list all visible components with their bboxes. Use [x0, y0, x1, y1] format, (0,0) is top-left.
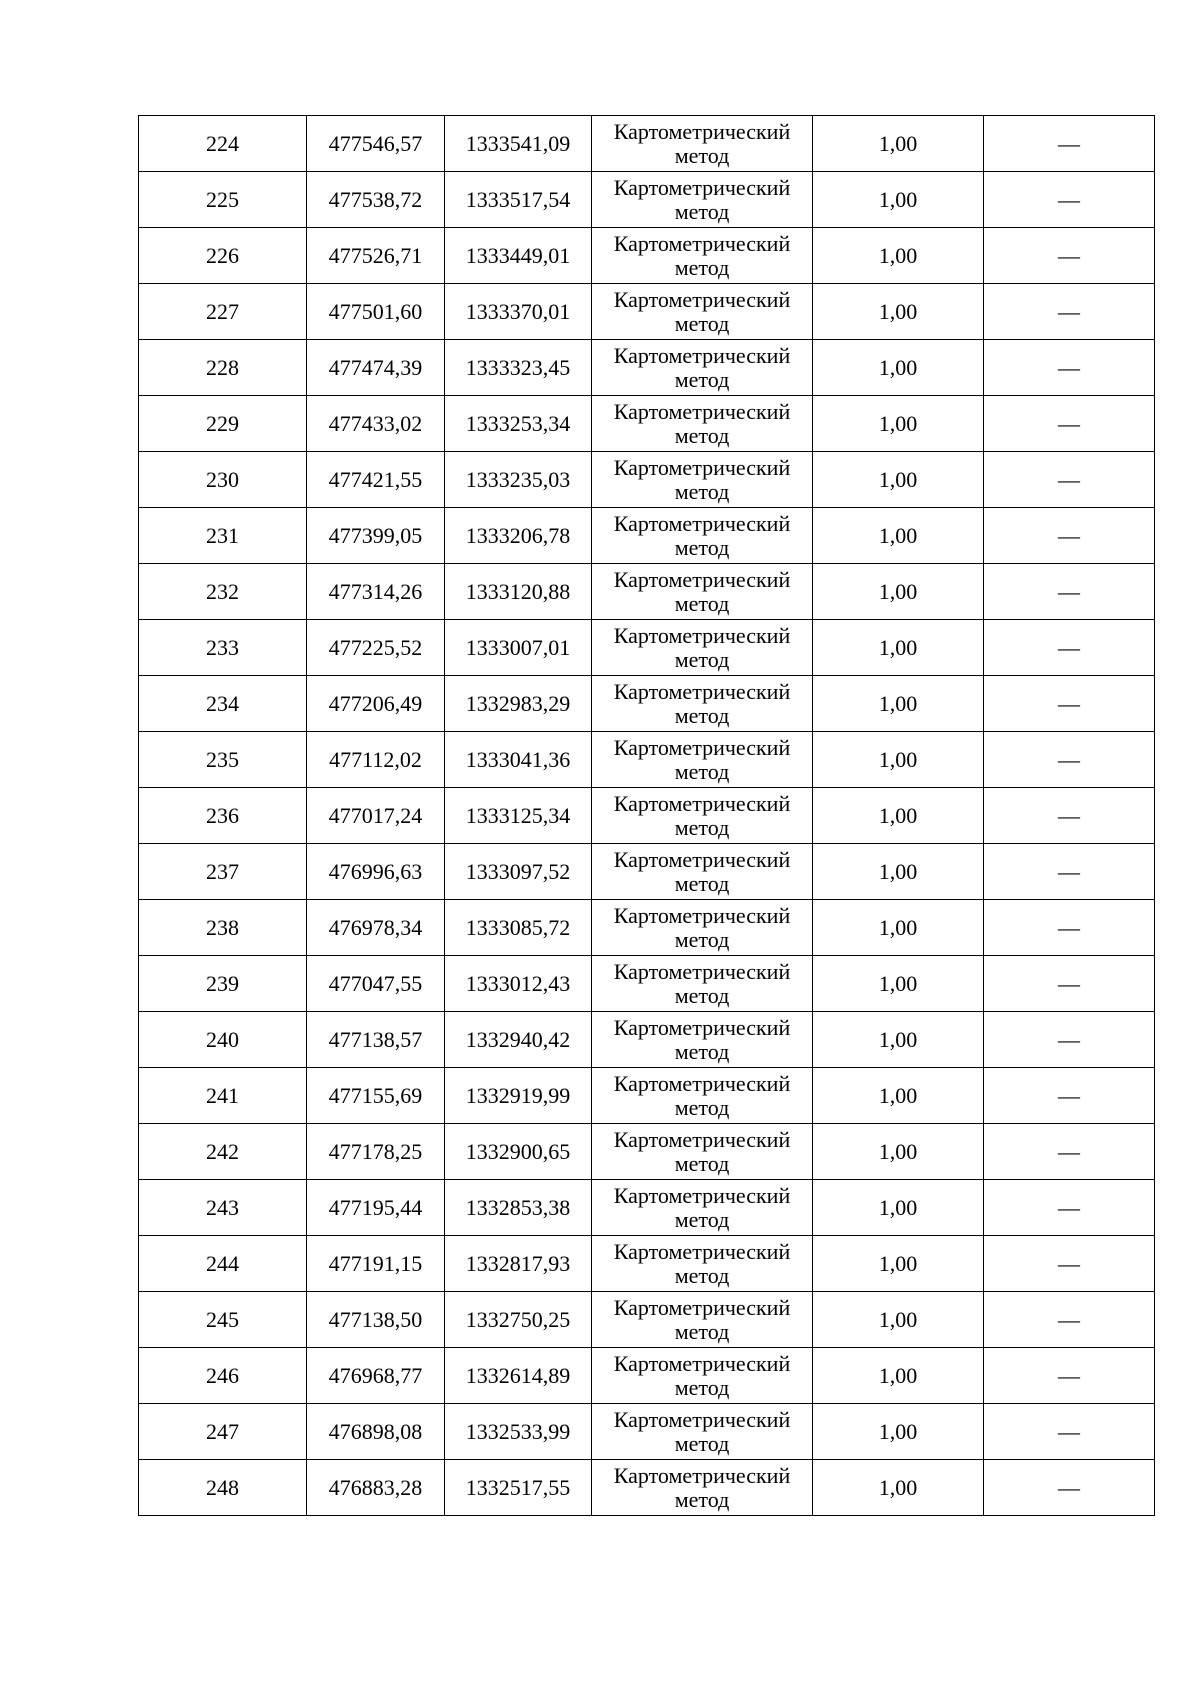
point-number-cell: 234: [139, 676, 307, 732]
table-row: [139, 564, 1155, 620]
table-row: [139, 172, 1155, 228]
precision-cell: 1,00: [813, 340, 984, 396]
description-cell: —: [984, 788, 1155, 844]
precision-cell: 1,00: [813, 1348, 984, 1404]
method-line-1: Картометрический: [613, 1183, 791, 1209]
precision-cell: 1,00: [813, 1236, 984, 1292]
table-row: [139, 900, 1155, 956]
method-line-2: метод: [674, 1374, 730, 1400]
table-row: [139, 788, 1155, 844]
description-cell: —: [984, 1404, 1155, 1460]
description-cell: —: [984, 1124, 1155, 1180]
point-number-cell: 238: [139, 900, 307, 956]
precision-cell: 1,00: [813, 396, 984, 452]
method-cell: [592, 1404, 813, 1460]
method-cell: [592, 564, 813, 620]
y-coordinate-cell: 1332900,65: [445, 1124, 592, 1180]
point-number-cell: 233: [139, 620, 307, 676]
y-coordinate-cell: 1333541,09: [445, 116, 592, 172]
x-coordinate-cell: 477138,50: [307, 1292, 445, 1348]
x-coordinate-cell: 477178,25: [307, 1124, 445, 1180]
y-coordinate-cell: 1333125,34: [445, 788, 592, 844]
method-line-1: Картометрический: [613, 1351, 791, 1377]
x-coordinate-cell: 477017,24: [307, 788, 445, 844]
y-coordinate-cell: 1332919,99: [445, 1068, 592, 1124]
method-line-1: Картометрический: [613, 1239, 791, 1265]
point-number-cell: 240: [139, 1012, 307, 1068]
table-row: [139, 1236, 1155, 1292]
precision-cell: 1,00: [813, 1180, 984, 1236]
table-row: [139, 1348, 1155, 1404]
x-coordinate-cell: 477474,39: [307, 340, 445, 396]
precision-cell: 1,00: [813, 564, 984, 620]
precision-cell: 1,00: [813, 732, 984, 788]
method-line-2: метод: [674, 1038, 730, 1064]
precision-cell: 1,00: [813, 1292, 984, 1348]
table-row: [139, 1292, 1155, 1348]
method-cell: [592, 340, 813, 396]
table-row: [139, 620, 1155, 676]
table-row: [139, 1124, 1155, 1180]
method-line-1: Картометрический: [613, 959, 791, 985]
method-line-2: метод: [674, 1486, 730, 1512]
description-cell: —: [984, 676, 1155, 732]
point-number-cell: 246: [139, 1348, 307, 1404]
table-row: [139, 1068, 1155, 1124]
method-cell: [592, 1292, 813, 1348]
method-cell: [592, 620, 813, 676]
table-row: [139, 844, 1155, 900]
point-number-cell: 232: [139, 564, 307, 620]
method-line-1: Картометрический: [613, 511, 791, 537]
description-cell: —: [984, 1460, 1155, 1516]
method-cell: [592, 788, 813, 844]
precision-cell: 1,00: [813, 844, 984, 900]
method-cell: [592, 172, 813, 228]
precision-cell: 1,00: [813, 1460, 984, 1516]
method-cell: [592, 1348, 813, 1404]
y-coordinate-cell: 1332517,55: [445, 1460, 592, 1516]
x-coordinate-cell: 477191,15: [307, 1236, 445, 1292]
method-line-2: метод: [674, 254, 730, 280]
point-number-cell: 237: [139, 844, 307, 900]
table-row: [139, 1012, 1155, 1068]
description-cell: —: [984, 116, 1155, 172]
method-line-2: метод: [674, 1262, 730, 1288]
method-cell: [592, 732, 813, 788]
method-cell: [592, 284, 813, 340]
x-coordinate-cell: 477538,72: [307, 172, 445, 228]
y-coordinate-cell: 1333120,88: [445, 564, 592, 620]
method-line-1: Картометрический: [613, 1407, 791, 1433]
table-row: [139, 732, 1155, 788]
table-row: [139, 340, 1155, 396]
precision-cell: 1,00: [813, 508, 984, 564]
x-coordinate-cell: 477526,71: [307, 228, 445, 284]
precision-cell: 1,00: [813, 900, 984, 956]
y-coordinate-cell: 1333085,72: [445, 900, 592, 956]
description-cell: —: [984, 508, 1155, 564]
description-cell: —: [984, 956, 1155, 1012]
precision-cell: 1,00: [813, 284, 984, 340]
precision-cell: 1,00: [813, 956, 984, 1012]
table-row: [139, 396, 1155, 452]
method-line-1: Картометрический: [613, 119, 791, 145]
method-cell: [592, 1124, 813, 1180]
table-row: [139, 1404, 1155, 1460]
y-coordinate-cell: 1332853,38: [445, 1180, 592, 1236]
method-line-2: метод: [674, 1150, 730, 1176]
y-coordinate-cell: 1333007,01: [445, 620, 592, 676]
method-line-2: метод: [674, 198, 730, 224]
method-line-2: метод: [674, 366, 730, 392]
description-cell: —: [984, 844, 1155, 900]
table-row: [139, 228, 1155, 284]
point-number-cell: 231: [139, 508, 307, 564]
method-line-1: Картометрический: [613, 1127, 791, 1153]
x-coordinate-cell: 476978,34: [307, 900, 445, 956]
description-cell: —: [984, 1068, 1155, 1124]
method-line-2: метод: [674, 422, 730, 448]
precision-cell: 1,00: [813, 228, 984, 284]
point-number-cell: 245: [139, 1292, 307, 1348]
x-coordinate-cell: 477047,55: [307, 956, 445, 1012]
y-coordinate-cell: 1333206,78: [445, 508, 592, 564]
x-coordinate-cell: 477225,52: [307, 620, 445, 676]
description-cell: —: [984, 452, 1155, 508]
x-coordinate-cell: 476898,08: [307, 1404, 445, 1460]
point-number-cell: 230: [139, 452, 307, 508]
precision-cell: 1,00: [813, 116, 984, 172]
point-number-cell: 228: [139, 340, 307, 396]
y-coordinate-cell: 1332614,89: [445, 1348, 592, 1404]
description-cell: —: [984, 620, 1155, 676]
method-cell: [592, 1460, 813, 1516]
x-coordinate-cell: 477155,69: [307, 1068, 445, 1124]
y-coordinate-cell: 1333449,01: [445, 228, 592, 284]
point-number-cell: 225: [139, 172, 307, 228]
method-line-1: Картометрический: [613, 903, 791, 929]
method-line-2: метод: [674, 1318, 730, 1344]
precision-cell: 1,00: [813, 1404, 984, 1460]
precision-cell: 1,00: [813, 452, 984, 508]
method-line-1: Картометрический: [613, 1015, 791, 1041]
method-line-1: Картометрический: [613, 1295, 791, 1321]
method-line-2: метод: [674, 590, 730, 616]
y-coordinate-cell: 1333041,36: [445, 732, 592, 788]
table-row: [139, 1180, 1155, 1236]
point-number-cell: 229: [139, 396, 307, 452]
point-number-cell: 236: [139, 788, 307, 844]
description-cell: —: [984, 228, 1155, 284]
method-line-2: метод: [674, 478, 730, 504]
description-cell: —: [984, 396, 1155, 452]
precision-cell: 1,00: [813, 172, 984, 228]
method-cell: [592, 844, 813, 900]
method-cell: [592, 1068, 813, 1124]
method-line-1: Картометрический: [613, 623, 791, 649]
method-line-2: метод: [674, 1094, 730, 1120]
method-line-1: Картометрический: [613, 847, 791, 873]
x-coordinate-cell: 476968,77: [307, 1348, 445, 1404]
method-cell: [592, 396, 813, 452]
method-cell: [592, 1012, 813, 1068]
y-coordinate-cell: 1332750,25: [445, 1292, 592, 1348]
description-cell: —: [984, 1292, 1155, 1348]
x-coordinate-cell: 477399,05: [307, 508, 445, 564]
description-cell: —: [984, 1012, 1155, 1068]
method-cell: [592, 900, 813, 956]
y-coordinate-cell: 1333370,01: [445, 284, 592, 340]
point-number-cell: 226: [139, 228, 307, 284]
description-cell: —: [984, 1236, 1155, 1292]
y-coordinate-cell: 1333323,45: [445, 340, 592, 396]
method-line-1: Картометрический: [613, 175, 791, 201]
description-cell: —: [984, 564, 1155, 620]
point-number-cell: 244: [139, 1236, 307, 1292]
precision-cell: 1,00: [813, 620, 984, 676]
method-line-1: Картометрический: [613, 399, 791, 425]
point-number-cell: 248: [139, 1460, 307, 1516]
table-row: [139, 1460, 1155, 1516]
description-cell: —: [984, 1180, 1155, 1236]
method-line-1: Картометрический: [613, 287, 791, 313]
x-coordinate-cell: 477433,02: [307, 396, 445, 452]
point-number-cell: 247: [139, 1404, 307, 1460]
method-line-2: метод: [674, 870, 730, 896]
table-row: [139, 452, 1155, 508]
method-line-2: метод: [674, 646, 730, 672]
point-number-cell: 235: [139, 732, 307, 788]
method-cell: [592, 676, 813, 732]
y-coordinate-cell: 1333253,34: [445, 396, 592, 452]
x-coordinate-cell: 477138,57: [307, 1012, 445, 1068]
x-coordinate-cell: 477546,57: [307, 116, 445, 172]
method-line-2: метод: [674, 926, 730, 952]
table-row: [139, 508, 1155, 564]
method-line-2: метод: [674, 1206, 730, 1232]
method-line-1: Картометрический: [613, 679, 791, 705]
precision-cell: 1,00: [813, 1068, 984, 1124]
y-coordinate-cell: 1332533,99: [445, 1404, 592, 1460]
y-coordinate-cell: 1333517,54: [445, 172, 592, 228]
description-cell: —: [984, 172, 1155, 228]
point-number-cell: 242: [139, 1124, 307, 1180]
precision-cell: 1,00: [813, 1124, 984, 1180]
description-cell: —: [984, 284, 1155, 340]
point-number-cell: 227: [139, 284, 307, 340]
method-line-1: Картометрический: [613, 1463, 791, 1489]
table-row: [139, 676, 1155, 732]
y-coordinate-cell: 1332983,29: [445, 676, 592, 732]
table-row: [139, 116, 1155, 172]
table-row: [139, 956, 1155, 1012]
y-coordinate-cell: 1332817,93: [445, 1236, 592, 1292]
y-coordinate-cell: 1333012,43: [445, 956, 592, 1012]
description-cell: —: [984, 340, 1155, 396]
x-coordinate-cell: 477112,02: [307, 732, 445, 788]
method-cell: [592, 956, 813, 1012]
precision-cell: 1,00: [813, 788, 984, 844]
description-cell: —: [984, 1348, 1155, 1404]
method-line-1: Картометрический: [613, 231, 791, 257]
method-cell: [592, 452, 813, 508]
x-coordinate-cell: 477314,26: [307, 564, 445, 620]
method-cell: [592, 1180, 813, 1236]
method-cell: [592, 228, 813, 284]
method-cell: [592, 1236, 813, 1292]
x-coordinate-cell: 477206,49: [307, 676, 445, 732]
table-row: [139, 284, 1155, 340]
point-number-cell: 243: [139, 1180, 307, 1236]
method-cell: [592, 508, 813, 564]
coordinates-table: [138, 115, 1155, 1516]
method-line-2: метод: [674, 142, 730, 168]
y-coordinate-cell: 1333235,03: [445, 452, 592, 508]
x-coordinate-cell: 476883,28: [307, 1460, 445, 1516]
method-line-2: метод: [674, 814, 730, 840]
method-cell: [592, 116, 813, 172]
x-coordinate-cell: 477501,60: [307, 284, 445, 340]
x-coordinate-cell: 476996,63: [307, 844, 445, 900]
point-number-cell: 239: [139, 956, 307, 1012]
method-line-1: Картометрический: [613, 791, 791, 817]
method-line-2: метод: [674, 758, 730, 784]
method-line-2: метод: [674, 310, 730, 336]
method-line-2: метод: [674, 982, 730, 1008]
description-cell: —: [984, 900, 1155, 956]
method-line-1: Картометрический: [613, 1071, 791, 1097]
point-number-cell: 241: [139, 1068, 307, 1124]
point-number-cell: 224: [139, 116, 307, 172]
method-line-1: Картометрический: [613, 455, 791, 481]
precision-cell: 1,00: [813, 1012, 984, 1068]
x-coordinate-cell: 477421,55: [307, 452, 445, 508]
table-body: [139, 116, 1155, 1516]
description-cell: —: [984, 732, 1155, 788]
precision-cell: 1,00: [813, 676, 984, 732]
x-coordinate-cell: 477195,44: [307, 1180, 445, 1236]
method-line-1: Картометрический: [613, 735, 791, 761]
method-line-2: метод: [674, 1430, 730, 1456]
method-line-2: метод: [674, 702, 730, 728]
method-line-1: Картометрический: [613, 567, 791, 593]
method-line-1: Картометрический: [613, 343, 791, 369]
method-line-2: метод: [674, 534, 730, 560]
y-coordinate-cell: 1333097,52: [445, 844, 592, 900]
y-coordinate-cell: 1332940,42: [445, 1012, 592, 1068]
